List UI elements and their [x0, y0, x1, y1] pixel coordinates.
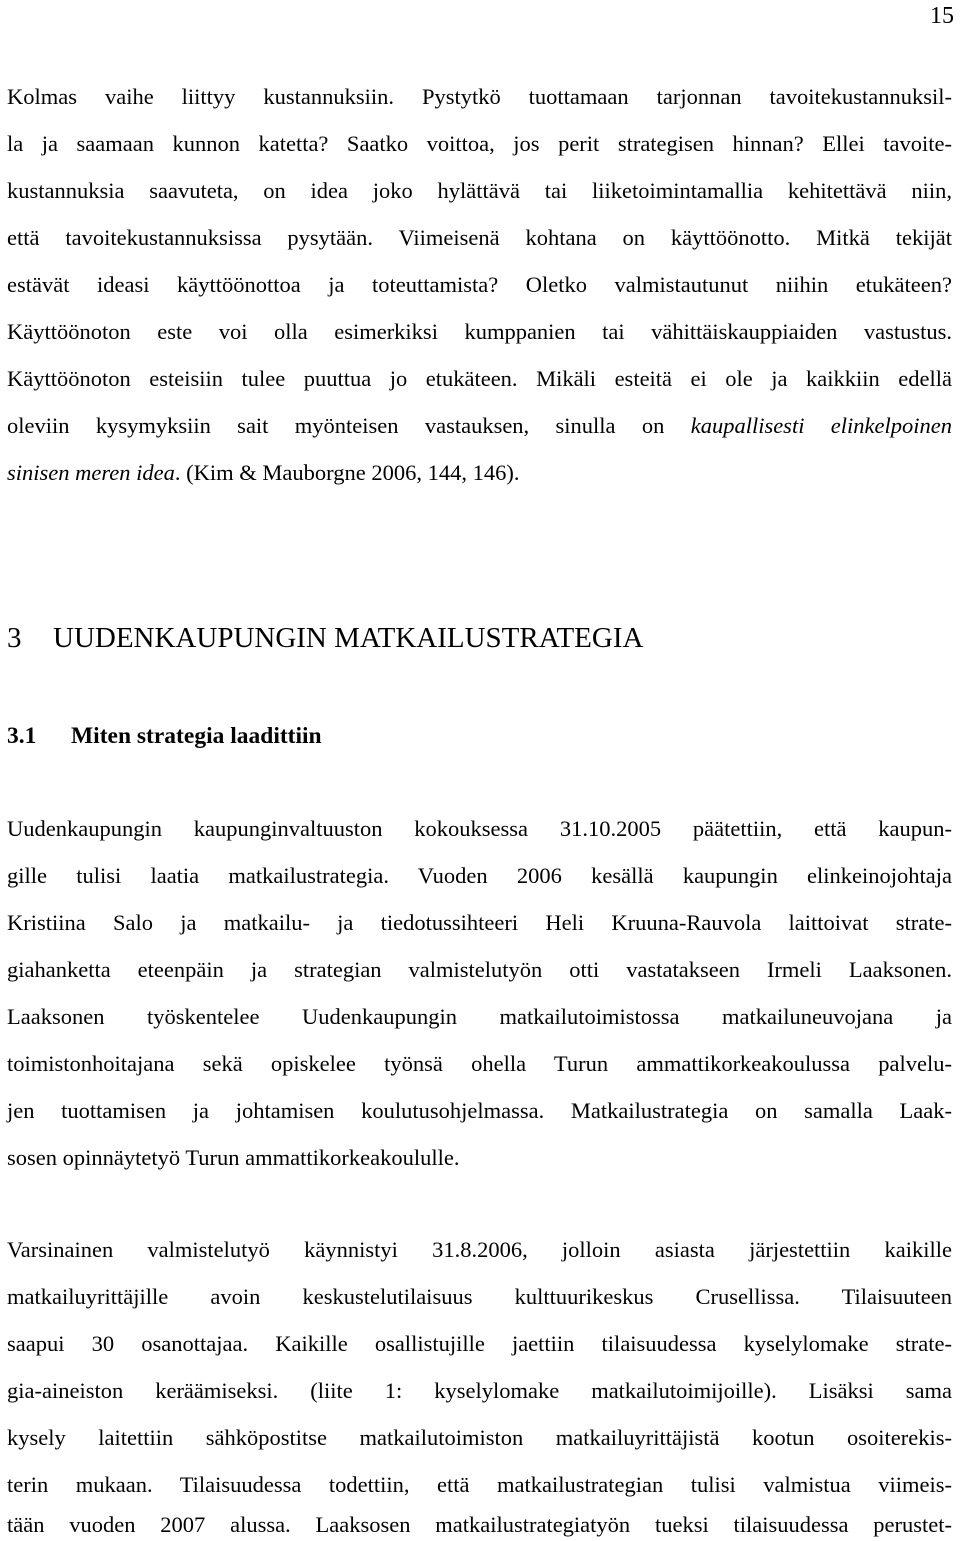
- body-text-line: että tavoitekustannuksissa pysytään. Viimeisenä kohtana on käyttöönotto. Mitkä tekijät: [7, 225, 952, 250]
- body-text-line: kysely laitettiin sähköpostitse matkailutoimiston matkailuyrittäjistä kootun osoiterekis-: [7, 1425, 952, 1450]
- body-text-line: terin mukaan. Tilaisuudessa todettiin, että matkailustrategian tulisi valmistua viimeis-: [7, 1472, 952, 1497]
- chapter-number: 3: [7, 622, 22, 654]
- body-text-line: Varsinainen valmistelutyö käynnistyi 31.8.2006, jolloin asiasta järjestettiin kaikille: [7, 1237, 952, 1262]
- body-text-line: estävät ideasi käyttöönottoa ja toteuttamista? Oletko valmistautunut niihin etukäteen?: [7, 272, 952, 297]
- italic-phrase: kaupallisesti elinkelpoinen: [690, 413, 952, 438]
- body-text-line: giahanketta eteenpäin ja strategian valmistelutyön otti vastatakseen Irmeli Laaksonen.: [7, 957, 952, 982]
- body-text-line: gia-aineiston keräämiseksi. (liite 1: kyselylomake matkailutoimijoille). Lisäksi sama: [7, 1378, 952, 1403]
- body-text-line: Uudenkaupungin kaupunginvaltuuston kokouksessa 31.10.2005 päätettiin, että kaupun-: [7, 816, 952, 841]
- citation: . (Kim & Mauborgne 2006, 144, 146).: [174, 460, 520, 485]
- body-text-line: matkailuyrittäjille avoin keskustelutilaisuus kulttuurikeskus Crusellissa. Tilaisuuteen: [7, 1284, 952, 1309]
- italic-phrase: sinisen meren idea: [7, 460, 175, 485]
- body-text-line: jen tuottamisen ja johtamisen koulutusohjelmassa. Matkailustrategia on samalla Laak-: [7, 1098, 952, 1123]
- body-text-line: sosen opinnäytetyö Turun ammattikorkeakoululle.: [7, 1145, 460, 1170]
- section-heading: [7, 721, 322, 751]
- body-text-line: [7, 459, 519, 487]
- page-number: 15: [930, 3, 954, 29]
- body-text-line: gille tulisi laatia matkailustrategia. Vuoden 2006 kesällä kaupungin elinkeinojohtaja: [7, 863, 952, 888]
- body-text-line: Kolmas vaihe liittyy kustannuksiin. Pystytkö tuottamaan tarjonnan tavoitekustannuksil-: [7, 84, 952, 109]
- chapter-heading: [7, 621, 643, 655]
- body-text-line: saapui 30 osanottajaa. Kaikille osallistujille jaettiin tilaisuudessa kyselylomake strate-: [7, 1331, 952, 1356]
- body-text-line: la ja saamaan kunnon katetta? Saatko voittoa, jos perit strategisen hinnan? Ellei tavoite-: [7, 131, 952, 156]
- body-text-line: kustannuksia saavuteta, on idea joko hylättävä tai liiketoimintamallia kehitettävä niin,: [7, 178, 952, 203]
- body-text-line: Käyttöönoton este voi olla esimerkiksi kumppanien tai vähittäiskauppiaiden vastustus.: [7, 319, 952, 344]
- body-text-line: toimistonhoitajana sekä opiskelee työnsä ohella Turun ammattikorkeakoulussa palvelu-: [7, 1051, 952, 1076]
- body-text-line: Laaksonen työskentelee Uudenkaupungin matkailutoimistossa matkailuneuvojana ja: [7, 1004, 952, 1029]
- body-text-line: Kristiina Salo ja matkailu- ja tiedotussihteeri Heli Kruuna-Rauvola laittoivat strate-: [7, 910, 952, 935]
- section-number: 3.1: [7, 723, 37, 749]
- section-title: Miten strategia laadittiin: [71, 723, 322, 749]
- body-text-span: oleviin kysymyksiin sait myönteisen vastauksen, sinulla on: [7, 413, 691, 438]
- body-text-line: Käyttöönoton esteisiin tulee puuttua jo etukäteen. Mikäli esteitä ei ole ja kaikkiin edellä: [7, 366, 952, 391]
- body-text-line: [7, 412, 952, 440]
- chapter-title: UUDENKAUPUNGIN MATKAILUSTRATEGIA: [53, 622, 644, 654]
- body-text-line: tään vuoden 2007 alussa. Laaksosen matkailustrategiatyön tueksi tilaisuudessa perustet-: [7, 1512, 952, 1537]
